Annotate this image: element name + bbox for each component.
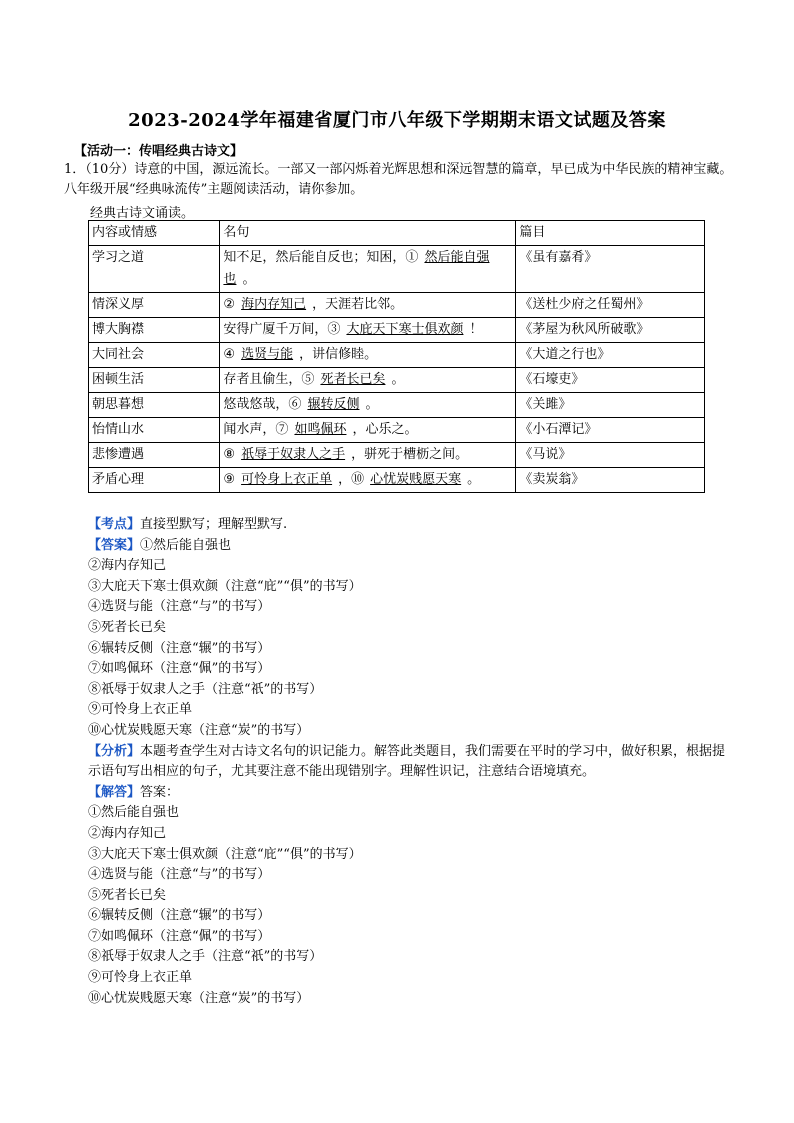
jieda-lead: 答案： <box>140 784 180 800</box>
cell-theme: 情深义厚 <box>89 293 220 318</box>
cell-theme: 悲惨遭遇 <box>89 443 220 468</box>
cell-title: 《小石潭记》 <box>516 418 705 443</box>
answer-blank: 辗转反侧 <box>307 397 360 412</box>
daan-tag: 【答案】 <box>88 537 141 553</box>
daan-item: ①然后能自强也 <box>140 537 232 553</box>
line-suffix: 。 <box>391 372 405 387</box>
daan-item: ⑨可怜身上衣正单 <box>88 702 193 718</box>
cell-line <box>220 393 516 418</box>
daan-item: ⑦如鸣佩环（注意“佩”的书写） <box>88 661 271 677</box>
jieda-tag: 【解答】 <box>88 784 141 800</box>
poetry-table <box>88 220 705 493</box>
daan-item: ⑤死者长已矣 <box>88 619 167 635</box>
table-row <box>89 443 705 468</box>
fenxi-paragraph <box>88 742 738 783</box>
answer-blank: 然后能自强也 <box>223 250 490 287</box>
line-prefix: ⑨ <box>223 472 236 487</box>
jieda-line <box>88 783 738 804</box>
cell-line <box>220 318 516 343</box>
answer-blank: 祇辱于奴隶人之手 <box>241 447 346 462</box>
jieda-item: ③大庇天下寒士俱欢颜（注意“庇”“俱”的书写） <box>88 846 362 862</box>
fenxi-text: 本题考查学生对古诗文名句的识记能力。解答此类题目，我们需要在平时的学习中，做好积累，根据提示语句写出相应的句子，尤其要注意不能出现错别字。理解性识记，注意结合语境填充。 <box>88 743 726 780</box>
daan-item: ⑧祇辱于奴隶人之手（注意“祇”的书写） <box>88 681 323 697</box>
jieda-item: ⑧祇辱于奴隶人之手（注意“祇”的书写） <box>88 949 323 965</box>
jieda-item: ⑦如鸣佩环（注意“佩”的书写） <box>88 928 271 944</box>
table-row <box>89 318 705 343</box>
daan-item: ⑥辗转反侧（注意“辗”的书写） <box>88 640 271 656</box>
question-number: 1． <box>64 162 86 177</box>
daan-item: ④选贤与能（注意“与”的书写） <box>88 599 271 615</box>
line-suffix: ，骈死于槽枥之间。 <box>351 447 469 462</box>
cell-line <box>220 443 516 468</box>
question-subtitle: 经典古诗文诵读。 <box>90 206 195 221</box>
cell-title: 《关雎》 <box>516 393 705 418</box>
line-suffix: ，讲信修睦。 <box>299 347 378 362</box>
answer-blank: 选贤与能 <box>241 347 294 362</box>
table-row <box>89 343 705 368</box>
cell-theme: 学习之道 <box>89 246 220 293</box>
table-row <box>89 468 705 493</box>
table-row <box>89 418 705 443</box>
jieda-item: ⑥辗转反侧（注意“辗”的书写） <box>88 908 271 924</box>
cell-line <box>220 368 516 393</box>
header-title: 篇目 <box>516 221 705 246</box>
table-row <box>89 246 705 293</box>
jieda-item: ④选贤与能（注意“与”的书写） <box>88 867 271 883</box>
kaodian-text: 直接型默写；理解型默写. <box>140 517 288 532</box>
kaodian-tag: 【考点】 <box>88 517 141 532</box>
line-prefix: 闻水声，⑦ <box>223 422 289 437</box>
cell-line <box>220 246 516 293</box>
cell-line <box>220 293 516 318</box>
cell-title: 《石壕吏》 <box>516 368 705 393</box>
cell-theme: 矛盾心理 <box>89 468 220 493</box>
line-prefix: 存者且偷生，⑤ <box>223 372 315 387</box>
daan-item: ②海内存知己 <box>88 558 167 574</box>
line-suffix: 。 <box>467 472 481 487</box>
answer-blank: 可怜身上衣正单 <box>241 472 333 487</box>
cell-line <box>220 343 516 368</box>
line-prefix: 安得广厦千万间，③ <box>223 322 341 337</box>
header-line: 名句 <box>220 221 516 246</box>
line-suffix: ！ <box>469 322 483 337</box>
table-row <box>89 368 705 393</box>
cell-title: 《茅屋为秋风所破歌》 <box>516 318 705 343</box>
cell-theme: 大同社会 <box>89 343 220 368</box>
jieda-item: ⑤死者长已矣 <box>88 887 167 903</box>
line-suffix: ，天涯若比邻。 <box>312 297 404 312</box>
line-prefix: ⑧ <box>223 447 236 462</box>
cell-theme: 博大胸襟 <box>89 318 220 343</box>
cell-title: 《送杜少府之任蜀州》 <box>516 293 705 318</box>
line-prefix: ④ <box>223 347 236 362</box>
table-row <box>89 393 705 418</box>
line-suffix: ，心乐之。 <box>352 422 418 437</box>
line-prefix: 知不足，然后能自反也；知困，① <box>223 250 419 265</box>
answer-section <box>88 515 738 1009</box>
cell-title: 《虽有嘉肴》 <box>516 246 705 293</box>
line-suffix: 。 <box>242 272 256 287</box>
jieda-item: ①然后能自强也 <box>88 805 180 821</box>
answer-blank: 如鸣佩环 <box>294 422 347 437</box>
question-text <box>64 160 734 200</box>
table-row <box>89 293 705 318</box>
line-middle: ，⑩ <box>338 472 365 487</box>
jieda-item: ②海内存知己 <box>88 825 167 841</box>
table-header-row <box>89 221 705 246</box>
cell-line <box>220 418 516 443</box>
jieda-item: ⑩心忧炭贱愿天寒（注意“炭”的书写） <box>88 990 310 1006</box>
line-prefix: 悠哉悠哉，⑥ <box>223 397 302 412</box>
line-suffix: 。 <box>365 397 379 412</box>
line-prefix: ② <box>223 297 236 312</box>
answer-blank: 死者长已矣 <box>320 372 386 387</box>
daan-line <box>88 536 738 557</box>
page-title: 2023-2024学年福建省厦门市八年级下学期期末语文试题及答案 <box>128 110 666 131</box>
cell-theme: 朝思暮想 <box>89 393 220 418</box>
daan-item: ⑩心忧炭贱愿天寒（注意“炭”的书写） <box>88 722 310 738</box>
cell-theme: 困顿生活 <box>89 368 220 393</box>
section-heading: 【活动一：传唱经典古诗文】 <box>74 144 244 159</box>
daan-item: ③大庇天下寒士俱欢颜（注意“庇”“俱”的书写） <box>88 578 362 594</box>
question-body: （10分）诗意的中国，源远流长。一部又一部闪烁着光辉思想和深远智慧的篇章，早已成为中华民族的精神宝藏。八年级开展“经典咏流传”主题阅读活动，请你参加。 <box>64 162 733 197</box>
answer-blank: 大庇天下寒士俱欢颜 <box>346 322 464 337</box>
cell-line <box>220 468 516 493</box>
cell-title: 《马说》 <box>516 443 705 468</box>
cell-theme: 怡情山水 <box>89 418 220 443</box>
jieda-item: ⑨可怜身上衣正单 <box>88 970 193 986</box>
fenxi-tag: 【分析】 <box>88 743 141 759</box>
cell-title: 《大道之行也》 <box>516 343 705 368</box>
kaodian-line <box>88 515 738 536</box>
header-theme: 内容或情感 <box>89 221 220 246</box>
answer-blank: 海内存知己 <box>241 297 307 312</box>
cell-title: 《卖炭翁》 <box>516 468 705 493</box>
answer-blank: 心忧炭贱愿天寒 <box>370 472 462 487</box>
